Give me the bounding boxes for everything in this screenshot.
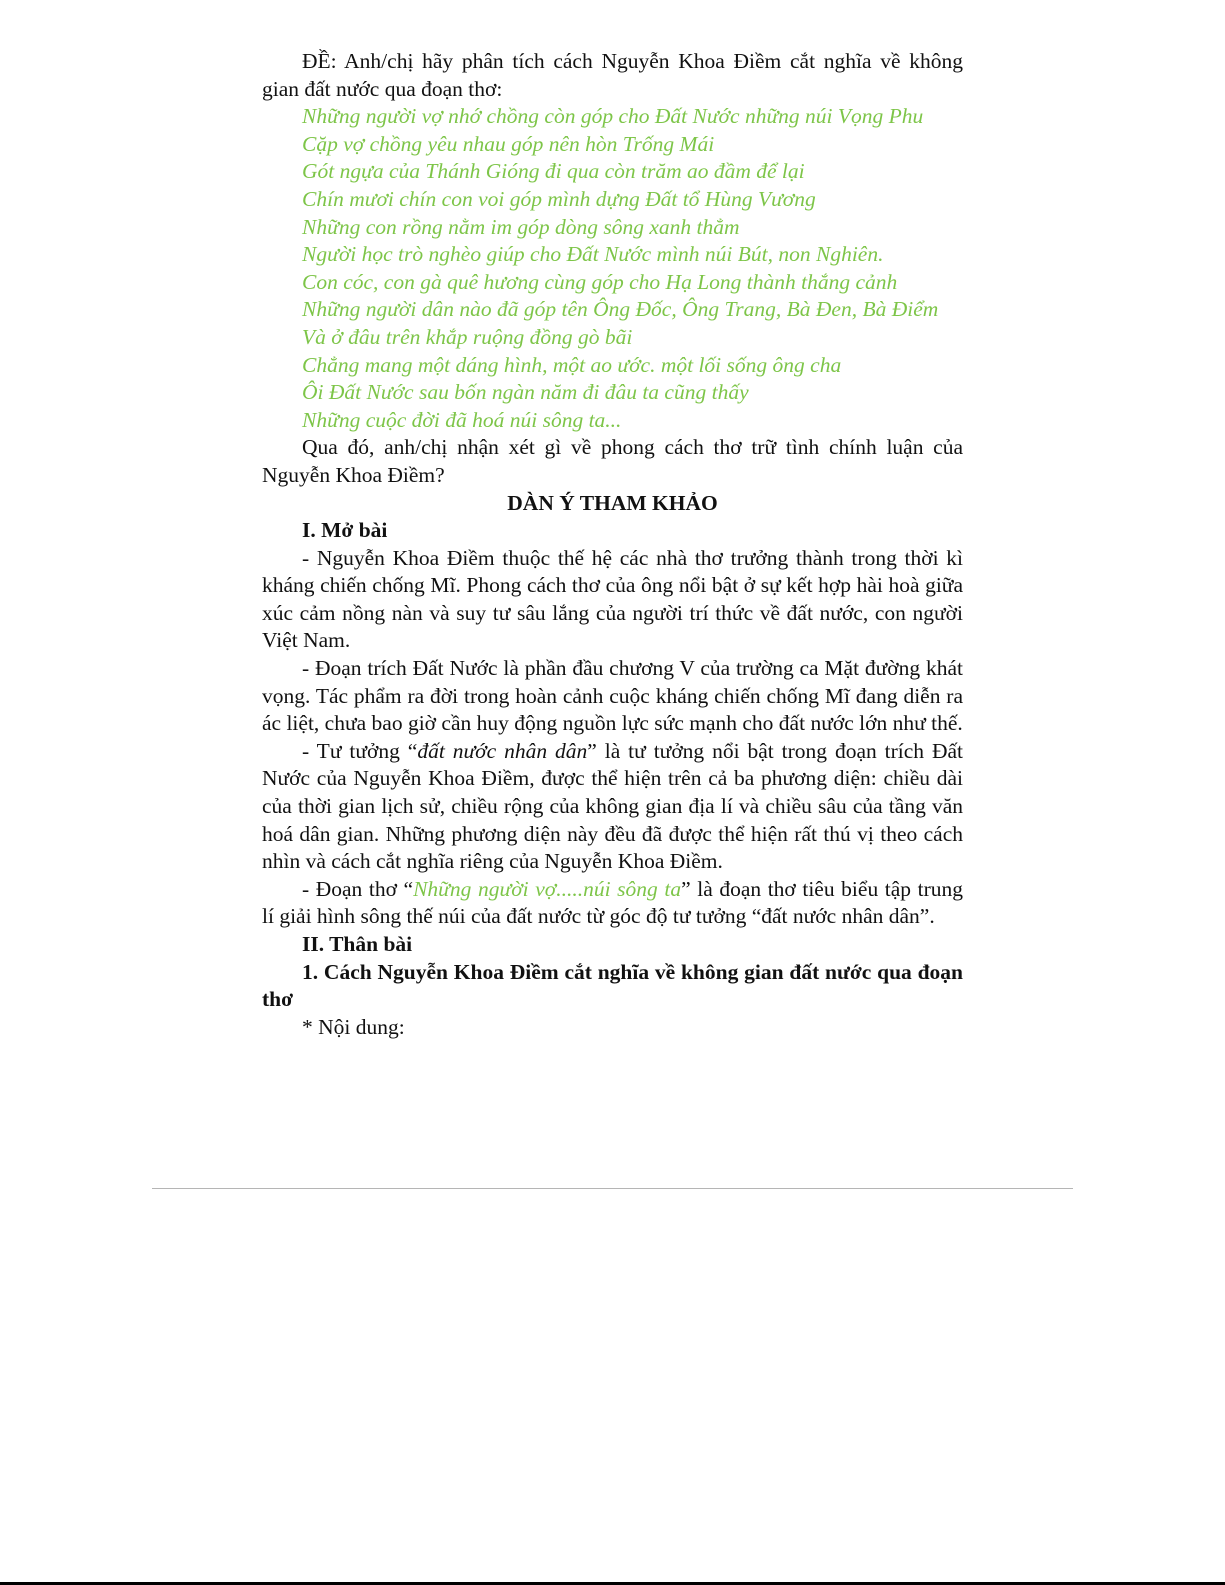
poem-line: Những người dân nào đã góp tên Ông Đốc, Ông Trang, Bà Đen, Bà Điểm bbox=[302, 297, 939, 322]
p4-text-after: ” là đoạn thơ tiêu biểu tập trung lí giải hình sông thế núi của đất nước từ góc độ tư tưởng “đất nước nhân dân”. bbox=[262, 876, 963, 929]
poem-line: Chín mươi chín con voi góp mình dựng Đất tổ Hùng Vương bbox=[302, 186, 816, 211]
outline-title: DÀN Ý THAM KHẢO bbox=[507, 490, 718, 515]
poem-line: Những cuộc đời đã hoá núi sông ta... bbox=[302, 407, 622, 432]
subsection-heading-1: 1. Cách Nguyễn Khoa Điềm cắt nghĩa về không gian đất nước qua đoạn thơ bbox=[262, 959, 963, 1012]
poem-line: Ôi Đất Nước sau bốn ngàn năm đi đâu ta cũng thấy bbox=[302, 380, 749, 405]
p3-italic-phrase: đất nước nhân dân bbox=[417, 738, 588, 763]
p4-text-before: - Đoạn thơ “ bbox=[302, 876, 414, 901]
poem-line: Con cóc, con gà quê hương cùng góp cho Hạ Long thành thắng cảnh bbox=[302, 269, 898, 294]
p3-text-before: - Tư tưởng “ bbox=[302, 738, 418, 763]
poem-excerpt bbox=[262, 103, 963, 434]
document-page bbox=[262, 48, 963, 1041]
p3-text-after: ” là tư tưởng nổi bật trong đoạn trích Đất Nước của Nguyễn Khoa Điềm, được thể hiện trên cả ba phương diện: chiều dài của thời gian lịch sử, chiều rộng của không gian địa lí và chiều sâu của tầng văn hoá dân gian. Những phương diện này đều đã được thể hiện rất thú vị theo cách nhìn và cách cắt nghĩa riêng của Nguyễn Khoa Điềm. bbox=[262, 738, 963, 874]
poem-line: Những con rồng nằm im góp dòng sông xanh thẳm bbox=[302, 214, 740, 239]
page-divider bbox=[152, 1188, 1073, 1189]
section-heading-intro: I. Mở bài bbox=[302, 518, 388, 543]
section-heading-body: II. Thân bài bbox=[302, 932, 413, 956]
poem-line: Và ở đâu trên khắp ruộng đồng gò bãi bbox=[302, 324, 633, 349]
poem-line: Gót ngựa của Thánh Gióng đi qua còn trăm ao đầm để lại bbox=[302, 159, 805, 184]
intro-paragraph-2: - Đoạn trích Đất Nước là phần đầu chương V của trường ca Mặt đường khát vọng. Tác phẩm ra đời trong hoàn cảnh cuộc kháng chiến chống Mĩ đang diễn ra ác liệt, chưa bao giờ cần huy động nguồn lực sức mạnh cho đất nước lớn như thế. bbox=[262, 656, 963, 736]
content-label: * Nội dung: bbox=[302, 1014, 405, 1039]
poem-line: Chẳng mang một dáng hình, một ao ước. một lối sống ông cha bbox=[302, 352, 842, 377]
prompt-question: Qua đó, anh/chị nhận xét gì về phong cách thơ trữ tình chính luận của Nguyễn Khoa Điềm? bbox=[262, 435, 963, 487]
intro-paragraph-4 bbox=[262, 876, 963, 931]
intro-paragraph-3 bbox=[262, 738, 963, 876]
poem-line: Người học trò nghèo giúp cho Đất Nước mình núi Bút, non Nghiên. bbox=[302, 242, 884, 267]
p4-poem-quote: Những người vợ.....núi sông ta bbox=[413, 876, 682, 901]
poem-line: Những người vợ nhớ chồng còn góp cho Đất Nước những núi Vọng Phu bbox=[302, 104, 924, 129]
intro-paragraph-1: - Nguyễn Khoa Điềm thuộc thế hệ các nhà thơ trưởng thành trong thời kì kháng chiến chống Mĩ. Phong cách thơ của ông nổi bật ở sự kết hợp hài hoà giữa xúc cảm nồng nàn và suy tư sâu lắng của người trí thức về đất nước, con người Việt Nam. bbox=[262, 545, 963, 653]
poem-line: Cặp vợ chồng yêu nhau góp nên hòn Trống Mái bbox=[302, 131, 715, 156]
prompt-intro: ĐỀ: Anh/chị hãy phân tích cách Nguyễn Khoa Điềm cắt nghĩa về không gian đất nước qua đoạn thơ: bbox=[262, 49, 963, 101]
